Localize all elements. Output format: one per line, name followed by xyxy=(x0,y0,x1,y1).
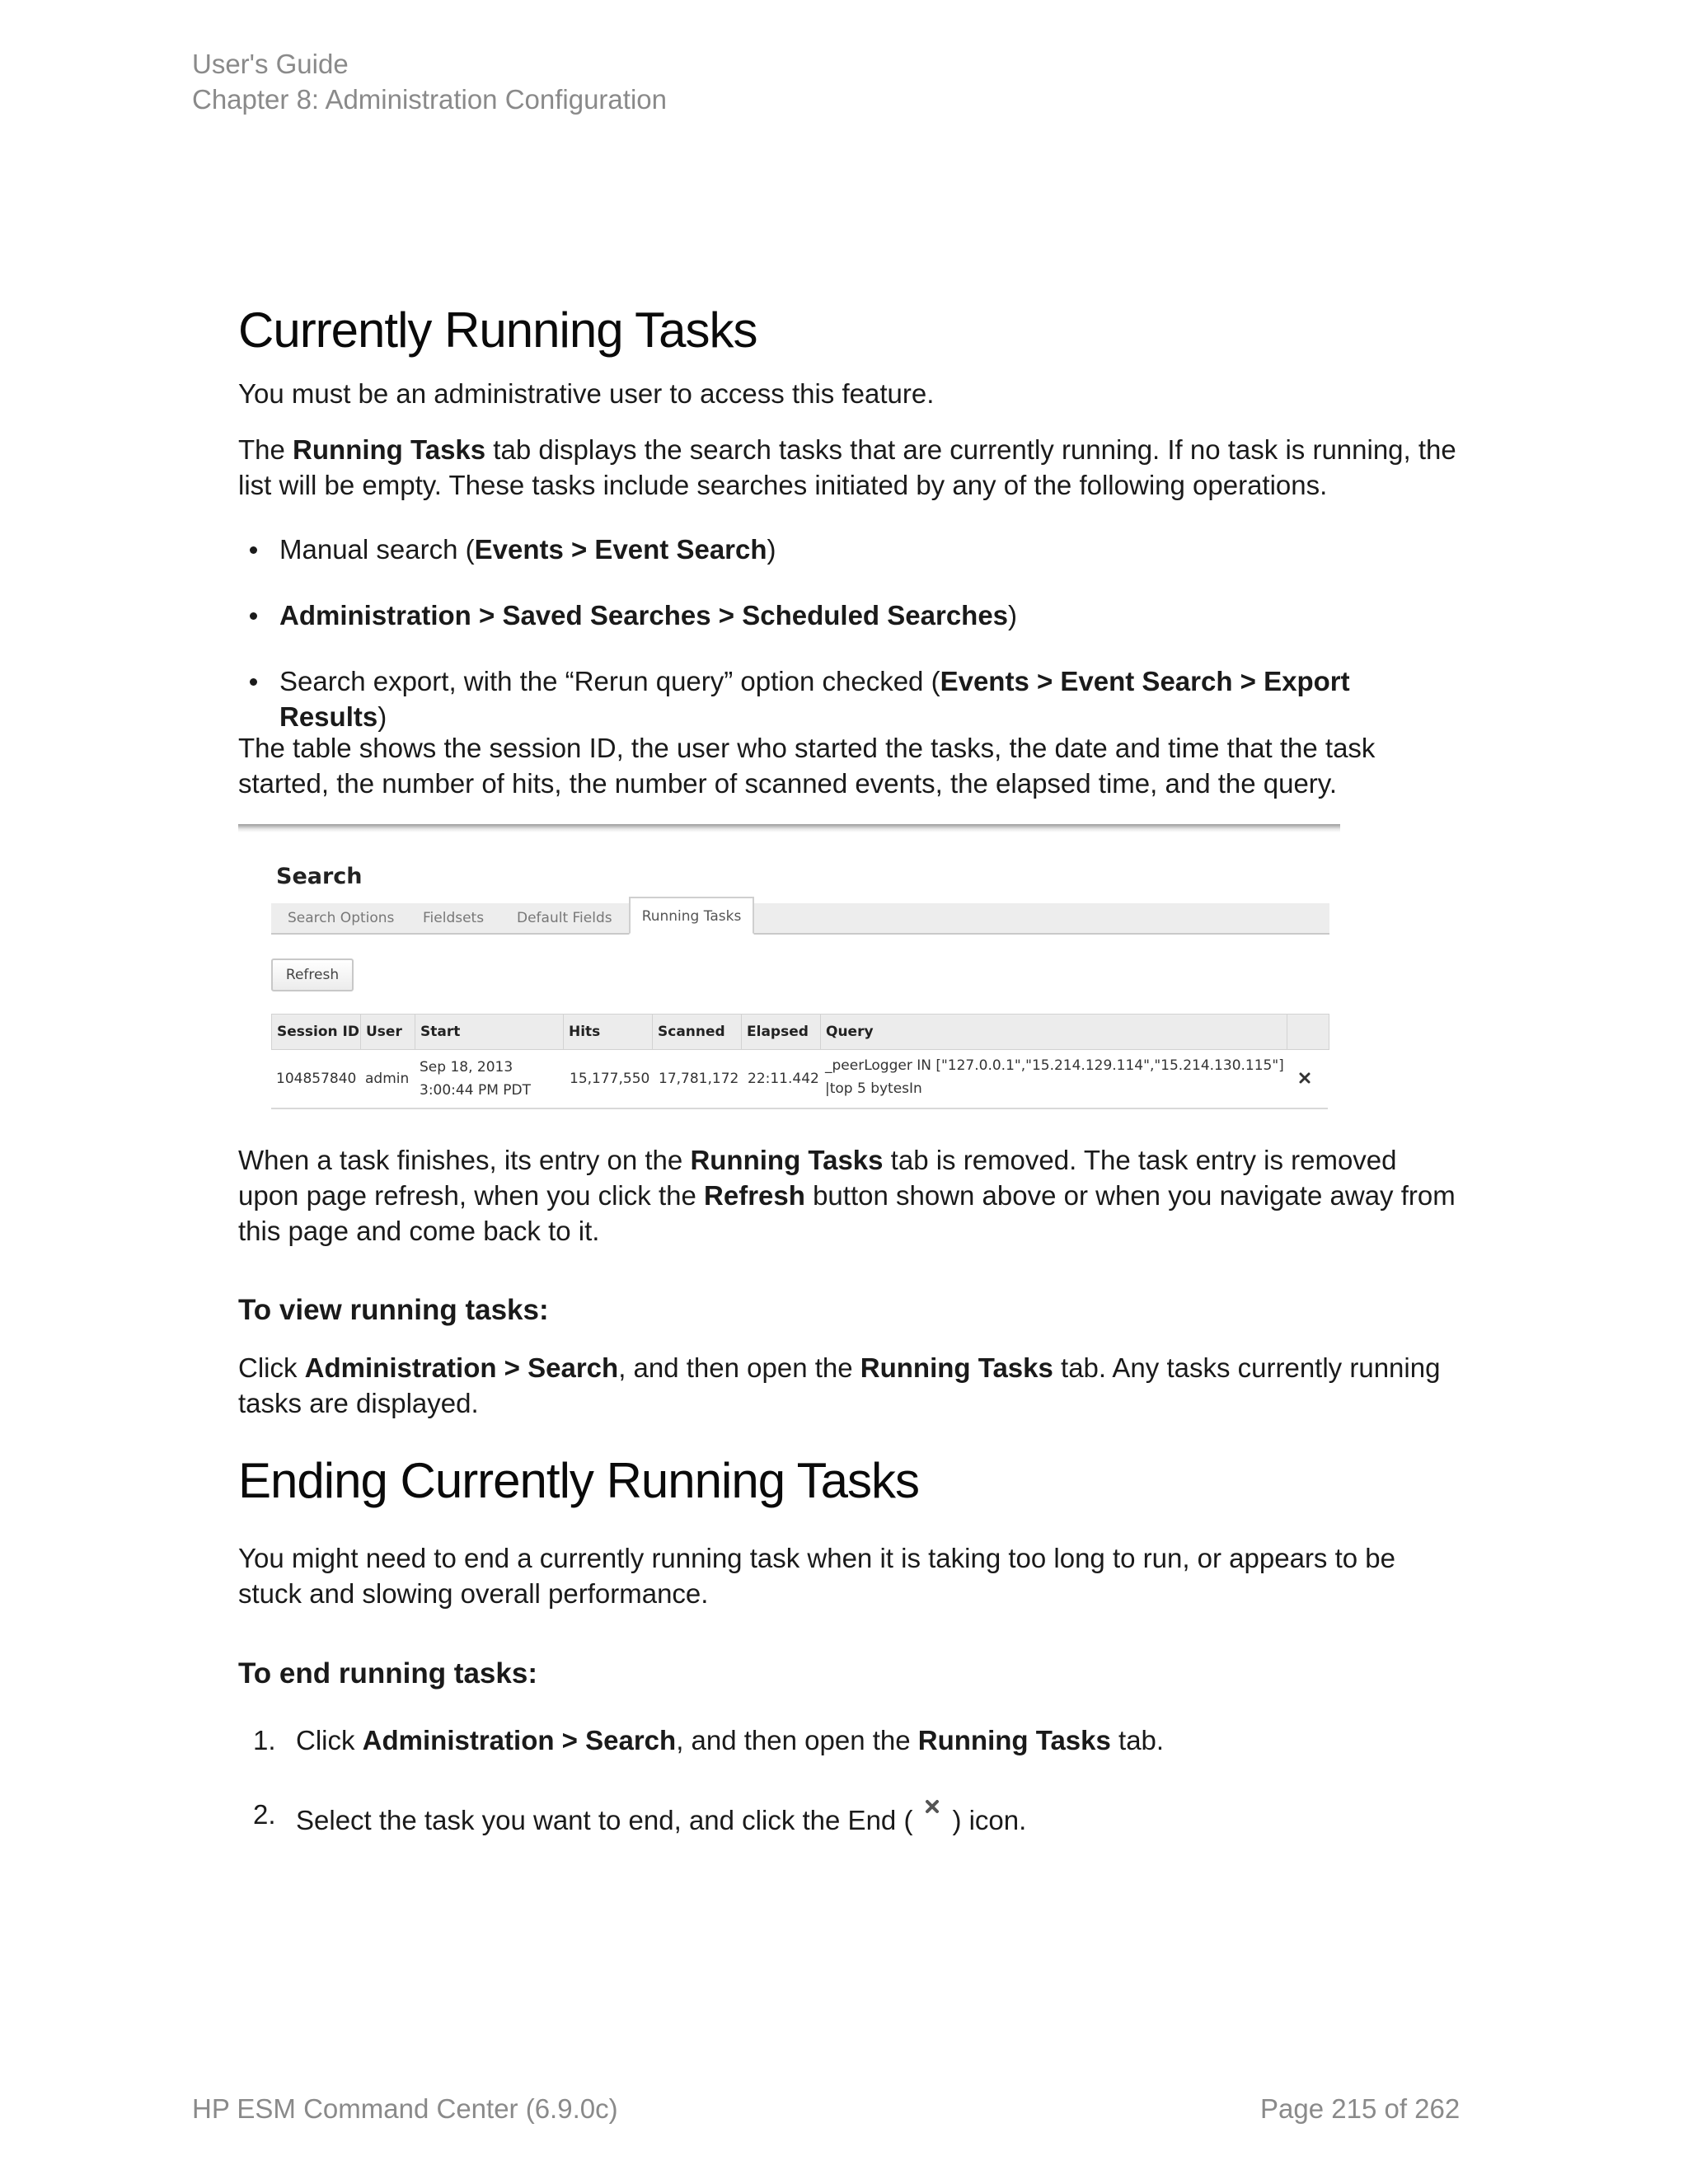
scanned-cell: 17,781,172 xyxy=(659,1071,739,1087)
bullet-icon xyxy=(250,612,257,620)
end-steps-list xyxy=(238,1722,1458,1838)
column-header[interactable]: Session ID xyxy=(272,1015,361,1049)
search-panel-title: Search xyxy=(276,864,363,889)
search-tab-bar xyxy=(271,903,1329,935)
tab-default-fields[interactable]: Default Fields xyxy=(517,910,612,926)
view-tasks-heading: To view running tasks: xyxy=(238,1294,549,1326)
tab-running-tasks[interactable]: Running Tasks xyxy=(629,897,754,935)
list-item: Manual search (Events > Event Search) xyxy=(238,532,1458,598)
footer-product: HP ESM Command Center (6.9.0c) xyxy=(192,2093,618,2124)
footer-page-number: Page 215 of 262 xyxy=(1260,2093,1461,2124)
session-id-cell: 104857840 xyxy=(276,1071,357,1087)
list-item: Administration > Saved Searches > Scheduled Searches) xyxy=(238,598,1458,663)
view-tasks-paragraph: Click Administration > Search, and then open the Running Tasks tab. Any tasks currently running tasks are displayed. xyxy=(238,1352,1441,1418)
task-finish-paragraph: When a task finishes, its entry on the Running Tasks tab is removed. The task entry is removed upon page refresh, when you click the Refresh button shown above or when you navigate away from this page and come back to it. xyxy=(238,1145,1456,1246)
column-header[interactable]: Scanned xyxy=(653,1015,742,1049)
column-header[interactable]: User xyxy=(361,1015,415,1049)
search-screenshot xyxy=(238,824,1340,1117)
paragraph: You must be an administrative user to access this feature. xyxy=(238,378,935,409)
bullet-icon xyxy=(250,678,257,686)
admin-note xyxy=(238,376,1458,411)
hits-cell: 15,177,550 xyxy=(570,1071,650,1087)
section-currently-running xyxy=(238,302,1458,359)
refresh-button[interactable]: Refresh xyxy=(271,958,354,991)
tab-search-options[interactable]: Search Options xyxy=(288,910,395,926)
intro-paragraph: The Running Tasks tab displays the search tasks that are currently running. If no task is running, the list will be empty. These tasks include searches initiated by any of the following operations. xyxy=(238,434,1456,500)
step-item: 1. Click Administration > Search, and then open the Running Tasks tab. xyxy=(238,1722,1458,1797)
step-number: 1. xyxy=(253,1725,276,1755)
section-ending-tasks xyxy=(238,1452,1458,1510)
end-task-icon[interactable] xyxy=(1298,1071,1311,1085)
elapsed-cell: 22:11.442 xyxy=(748,1071,819,1087)
column-header[interactable]: Elapsed xyxy=(742,1015,821,1049)
bullet-icon xyxy=(250,546,257,554)
table-header xyxy=(271,1014,1329,1050)
query-cell-continued: |top 5 bytesIn xyxy=(825,1080,922,1097)
operations-list xyxy=(238,532,1458,732)
start-time-cell: 3:00:44 PM PDT xyxy=(420,1082,531,1099)
tab-fieldsets[interactable]: Fieldsets xyxy=(423,910,485,926)
screenshot-top-border xyxy=(238,824,1340,832)
user-cell: admin xyxy=(365,1071,410,1087)
section-heading: Ending Currently Running Tasks xyxy=(238,1453,920,1508)
start-date-cell: Sep 18, 2013 xyxy=(420,1059,513,1076)
ending-intro-paragraph: You might need to end a currently running task when it is taking too long to run, or appears to be stuck and slowing overall performance. xyxy=(238,1543,1395,1609)
query-cell: _peerLogger IN ["127.0.0.1","15.214.129.114","15.214.130.115"] xyxy=(825,1057,1284,1074)
column-header[interactable]: Query xyxy=(821,1015,1287,1049)
column-header[interactable]: Start xyxy=(415,1015,564,1049)
column-header[interactable]: Hits xyxy=(564,1015,653,1049)
step-number: 2. xyxy=(253,1799,276,1830)
table-description: The table shows the session ID, the user who started the tasks, the date and time that the task started, the number of hits, the number of scanned events, the elapsed time, and the query. xyxy=(238,733,1376,799)
header-chapter-title: Chapter 8: Administration Configuration xyxy=(192,84,667,115)
list-item: Search export, with the “Rerun query” option checked (Events > Event Search > Export Results) xyxy=(238,663,1458,729)
step-item: 2. Select the task you want to end, and click the End ( ) icon. xyxy=(238,1797,1458,1838)
end-icon xyxy=(914,1797,950,1835)
section-heading: Currently Running Tasks xyxy=(238,302,757,358)
end-tasks-heading: To end running tasks: xyxy=(238,1657,537,1690)
header-guide-title: User's Guide xyxy=(192,49,349,79)
running-header xyxy=(192,46,667,117)
table-row[interactable] xyxy=(271,1050,1328,1109)
